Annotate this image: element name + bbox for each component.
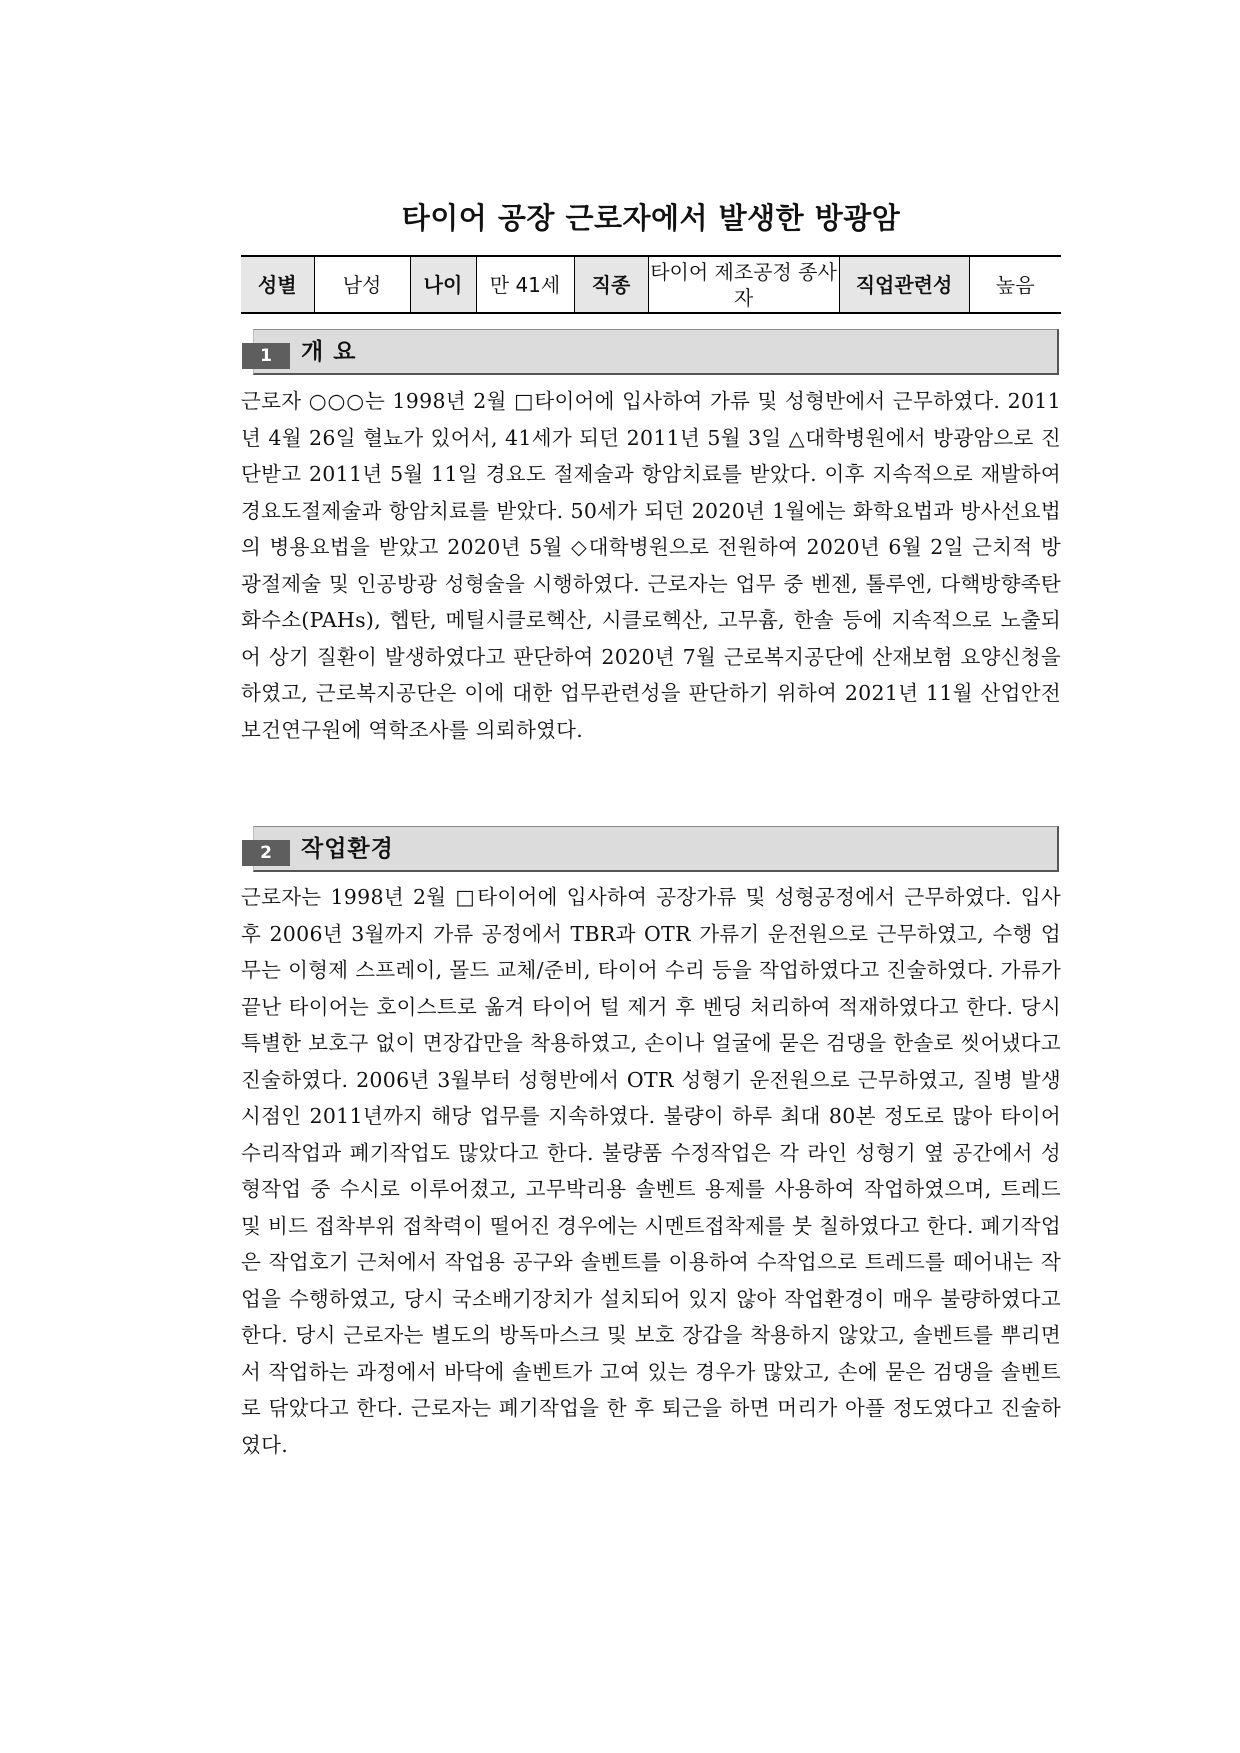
age-label: 나이 <box>410 256 476 313</box>
section-number-badge: 1 <box>242 343 290 369</box>
sex-value: 남성 <box>314 256 410 313</box>
job-value: 타이어 제조공정 종사자 <box>648 256 839 313</box>
section-title: 작업환경 <box>301 836 394 862</box>
document-title: 타이어 공장 근로자에서 발생한 방광암 <box>401 201 901 235</box>
section-number-badge: 2 <box>242 840 290 866</box>
section-body-work-environment: 근로자는 1998년 2월 □타이어에 입사하여 공장가류 및 성형공정에서 근무하였다. 입사 후 2006년 3월까지 가류 공정에서 TBR과 OTR 가류기 운전원으로 근무하였고, 수행 업무는 이형제 스프레이, 몰드 교체/준비, 타이어 수리 등을 작업하였다고 진술하였다. 가류가 끝난 타이어는 호이스트로 옮겨 타이어 털 제거 후 벤딩 처리하여 적재하였다고 한다. 당시 특별한 보호구 없이 면장갑만을 착용하였고, 손이나 얼굴에 묻은 검댕을 한솔로 씻어냈다고 진술하였다. 2006년 3월부터 성형반에서 OTR 성형기 운전원으로 근무하였고, 질병 발생 시점인 2011년까지 해당 업무를 지속하였다. 불량이 하루 최대 80본 정도로 많아 타이어 수리작업과 폐기작업도 많았다고 한다. 불량품 수정작업은 각 라인 성형기 옆 공간에서 성형작업 중 수시로 이루어졌고, 고무박리용 솔벤트 용제를 사용하여 작업하였으며, 트레드 및 비드 접착부위 접착력이 떨어진 경우에는 시멘트접착제를 붓 칠하였다고 한다. 폐기작업은 작업호기 근처에서 작업용 공구와 솔벤트를 이용하여 수작업으로 트레드를 떼어내는 작업을 수행하였고, 당시 국소배기장치가 설치되어 있지 않아 작업환경이 매우 불량하였다고 한다. 당시 근로자는 별도의 방독마스크 및 보호 장갑을 착용하지 않았고, 솔벤트를 뿌리면서 작업하는 과정에서 바닥에 솔벤트가 고여 있는 경우가 많았고, 손에 묻은 검댕을 솔벤트로 닦았다고 한다. 근로자는 폐기작업을 한 후 퇴근을 하면 머리가 아플 정도였다고 진술하였다. <box>241 885 1061 1457</box>
relevance-label: 직업관련성 <box>839 256 969 313</box>
age-value: 만 41세 <box>476 256 574 313</box>
section-title: 개 요 <box>301 339 357 365</box>
job-label: 직종 <box>574 256 648 313</box>
case-info-table <box>241 255 1061 314</box>
section-header-work-environment <box>253 826 1059 872</box>
section-header-overview <box>253 329 1059 375</box>
section-body-overview: 근로자 ○○○는 1998년 2월 □타이어에 입사하여 가류 및 성형반에서 근무하였다. 2011년 4월 26일 혈뇨가 있어서, 41세가 되던 2011년 5월 3일 △대학병원에서 방광암으로 진단받고 2011년 5월 11일 경요도 절제술과 항암치료를 받았다. 이후 지속적으로 재발하여 경요도절제술과 항암치료를 받았다. 50세가 되던 2020년 1월에는 화학요법과 방사선요법의 병용요법을 받았고 2020년 5월 ◇대학병원으로 전원하여 2020년 6월 2일 근치적 방광절제술 및 인공방광 성형술을 시행하였다. 근로자는 업무 중 벤젠, 톨루엔, 다핵방향족탄화수소(PAHs), 헵탄, 메틸시클로헥산, 시클로헥산, 고무흄, 한솔 등에 지속적으로 노출되어 상기 질환이 발생하였다고 판단하여 2020년 7월 근로복지공단에 산재보험 요양신청을 하였고, 근로복지공단은 이에 대한 업무관련성을 판단하기 위하여 2021년 11월 산업안전보건연구원에 역학조사를 의뢰하였다. <box>241 389 1061 742</box>
sex-label: 성별 <box>241 256 314 313</box>
relevance-value: 높음 <box>969 256 1061 313</box>
